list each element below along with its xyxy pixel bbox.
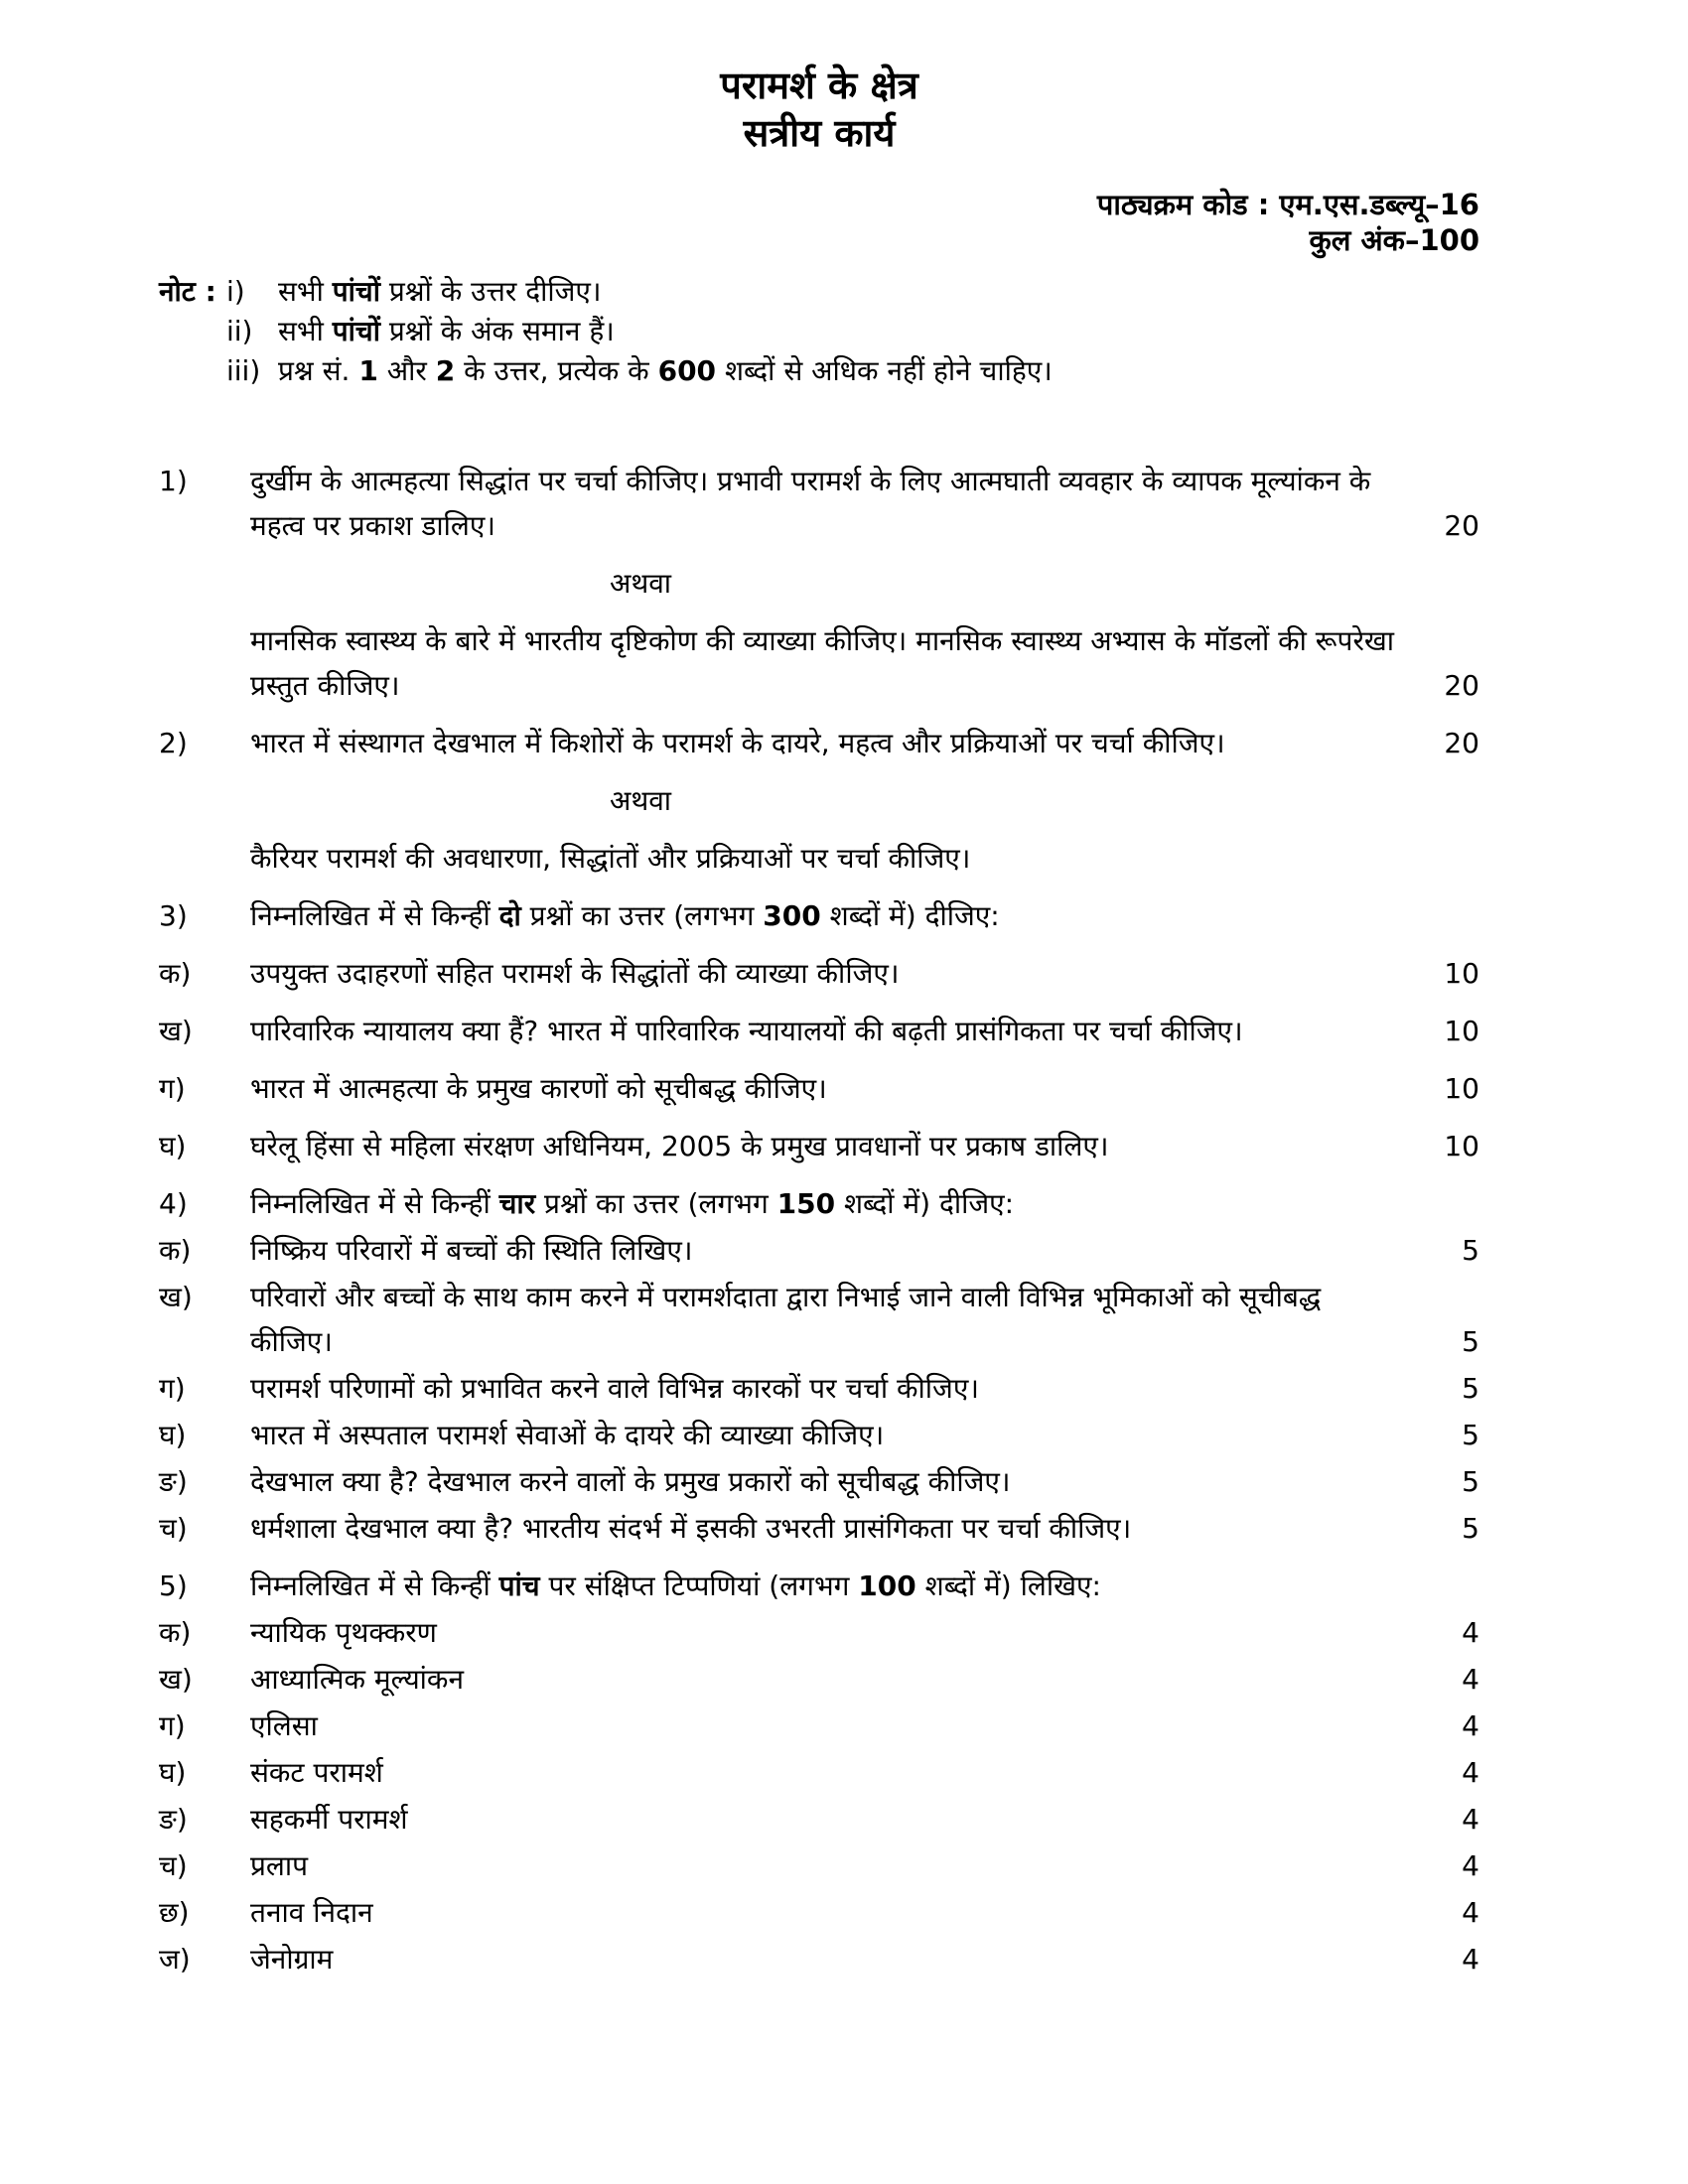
question-5d-text: संकट परामर्श xyxy=(250,1756,383,1789)
question-3c-marks: 10 xyxy=(1444,1072,1479,1105)
question-5b-marks: 4 xyxy=(1462,1663,1479,1696)
question-5h-marks: 4 xyxy=(1462,1943,1479,1976)
question-3d-number: घ) xyxy=(159,1130,187,1162)
question-2-alt-number xyxy=(159,836,250,881)
page-subtitle: सत्रीय कार्य xyxy=(743,111,896,155)
question-5c-text: एलिसा xyxy=(250,1709,318,1742)
question-row-4d xyxy=(159,1413,1479,1457)
note-item-2 xyxy=(226,312,1479,351)
question-3d-text: घरेलू हिंसा से महिला संरक्षण अधिनियम, 2005 के प्रमुख प्रावधानों पर प्रकाष डालिए। xyxy=(250,1130,1109,1162)
question-row-3c xyxy=(159,1066,1479,1111)
note-item-3-text: प्रश्न सं. 1 और 2 के उत्तर, प्रत्येक के 600 शब्दों से अधिक नहीं होने चाहिए। xyxy=(278,354,1053,387)
question-1-number: 1) xyxy=(159,465,188,497)
page-title: परामर्श के क्षेत्र xyxy=(720,64,918,107)
question-5c-number: ग) xyxy=(159,1709,186,1742)
question-5g-number: छ) xyxy=(159,1896,190,1929)
question-1-text: दुर्खीम के आत्महत्या सिद्धांत पर चर्चा कीजिए। प्रभावी परामर्श के लिए आत्मघाती व्यवहार के व्यापक मूल्यांकन के महत्व पर प्रकाश डालिए। xyxy=(250,465,1371,542)
question-3-text: निम्नलिखित में से किन्हीं दो प्रश्नों का उत्तर (लगभग 300 शब्दों में) दीजिए: xyxy=(250,899,1000,932)
question-row-2-alt xyxy=(159,836,1479,881)
question-5a-marks: 4 xyxy=(1462,1616,1479,1649)
note-item-2-text: सभी पांचों प्रश्नों के अंक समान हैं। xyxy=(278,315,615,347)
question-1-alt-number xyxy=(159,618,250,708)
question-row-1-alt xyxy=(159,618,1479,708)
question-4b-number: ख) xyxy=(159,1281,193,1313)
note-item-1-number: i) xyxy=(226,275,245,308)
question-5-text: निम्नलिखित में से किन्हीं पांच पर संक्षिप्त टिप्पणियां (लगभग 100 शब्दों में) लिखिए: xyxy=(250,1570,1101,1602)
question-1-alt-text: मानसिक स्वास्थ्य के बारे में भारतीय दृष्टिकोण की व्याख्या कीजिए। मानसिक स्वास्थ्य अभ्यास के मॉडलों की रूपरेखा प्रस्तुत कीजिए। xyxy=(250,624,1395,702)
question-5-number: 5) xyxy=(159,1570,188,1602)
question-4c-text: परामर्श परिणामों को प्रभावित करने वाले विभिन्न कारकों पर चर्चा कीजिए। xyxy=(250,1372,979,1405)
question-5f-marks: 4 xyxy=(1462,1849,1479,1882)
question-3c-text: भारत में आत्महत्या के प्रमुख कारणों को सूचीबद्ध कीजिए। xyxy=(250,1072,827,1105)
or-separator-1: अथवा xyxy=(609,567,672,600)
question-5f-number: च) xyxy=(159,1849,188,1882)
or-separator-2: अथवा xyxy=(609,784,672,817)
question-4a-text: निष्क्रिय परिवारों में बच्चों की स्थिति लिखिए। xyxy=(250,1234,693,1267)
question-3c-number: ग) xyxy=(159,1072,186,1105)
question-5g-text: तनाव निदान xyxy=(250,1896,373,1929)
page-content xyxy=(159,62,1479,1981)
note-item-2-number: ii) xyxy=(226,315,253,347)
note-item-1-text: सभी पांचों प्रश्नों के उत्तर दीजिए। xyxy=(278,275,602,308)
total-marks: कुल अंक–100 xyxy=(1309,223,1479,257)
question-row-5d xyxy=(159,1750,1479,1795)
question-4b-text: परिवारों और बच्चों के साथ काम करने में परामर्शदाता द्वारा निभाई जाने वाली विभिन्न भूमिकाओं को सूचीबद्ध कीजिए। xyxy=(250,1281,1322,1358)
question-4a-marks: 5 xyxy=(1462,1234,1479,1267)
question-4c-marks: 5 xyxy=(1462,1372,1479,1405)
question-row-4c xyxy=(159,1366,1479,1411)
question-5b-number: ख) xyxy=(159,1663,193,1696)
question-row-4a xyxy=(159,1228,1479,1273)
question-3d-marks: 10 xyxy=(1444,1130,1479,1162)
question-5e-number: ङ) xyxy=(159,1803,188,1836)
question-row-4e xyxy=(159,1459,1479,1504)
question-row-5 xyxy=(159,1564,1479,1608)
question-row-3 xyxy=(159,893,1479,938)
question-4f-text: धर्मशाला देखभाल क्या है? भारतीय संदर्भ में इसकी उभरती प्रासंगिकता पर चर्चा कीजिए। xyxy=(250,1512,1132,1545)
note-items xyxy=(226,272,1479,391)
question-row-3d xyxy=(159,1124,1479,1168)
question-5d-number: घ) xyxy=(159,1756,187,1789)
question-row-5h xyxy=(159,1937,1479,1981)
question-2-marks: 20 xyxy=(1444,727,1479,759)
question-row-2 xyxy=(159,721,1479,765)
question-row-5c xyxy=(159,1704,1479,1748)
question-row-3a xyxy=(159,951,1479,996)
question-3a-marks: 10 xyxy=(1444,957,1479,990)
question-2-text: भारत में संस्थागत देखभाल में किशोरों के परामर्श के दायरे, महत्व और प्रक्रियाओं पर चर्चा कीजिए। xyxy=(250,727,1225,759)
question-row-5e xyxy=(159,1797,1479,1842)
question-row-4f xyxy=(159,1506,1479,1551)
question-3a-number: क) xyxy=(159,957,192,990)
question-5e-text: सहकर्मी परामर्श xyxy=(250,1803,408,1836)
question-5a-number: क) xyxy=(159,1616,192,1649)
question-4e-text: देखभाल क्या है? देखभाल करने वालों के प्रमुख प्रकारों को सूचीबद्ध कीजिए। xyxy=(250,1465,1011,1498)
question-4d-marks: 5 xyxy=(1462,1419,1479,1451)
question-5a-text: न्यायिक पृथक्करण xyxy=(250,1616,437,1649)
question-4e-marks: 5 xyxy=(1462,1465,1479,1498)
question-3b-number: ख) xyxy=(159,1015,193,1047)
question-3a-text: उपयुक्त उदाहरणों सहित परामर्श के सिद्धांतों की व्याख्या कीजिए। xyxy=(250,957,900,990)
question-4e-number: ङ) xyxy=(159,1465,188,1498)
question-4f-marks: 5 xyxy=(1462,1512,1479,1545)
question-4c-number: ग) xyxy=(159,1372,186,1405)
question-3b-text: पारिवारिक न्यायालय क्या हैं? भारत में पारिवारिक न्यायालयों की बढ़ती प्रासंगिकता पर चर्चा कीजिए। xyxy=(250,1015,1243,1047)
question-row-1 xyxy=(159,459,1479,548)
question-5e-marks: 4 xyxy=(1462,1803,1479,1836)
question-4b-marks: 5 xyxy=(1462,1325,1479,1358)
question-5g-marks: 4 xyxy=(1462,1896,1479,1929)
question-row-5g xyxy=(159,1890,1479,1935)
note-item-3 xyxy=(226,351,1479,391)
note-item-3-number: iii) xyxy=(226,354,261,387)
note-block xyxy=(159,272,1479,391)
question-row-5a xyxy=(159,1610,1479,1655)
question-row-5f xyxy=(159,1843,1479,1888)
question-1-alt-marks: 20 xyxy=(1444,669,1479,702)
question-3-number: 3) xyxy=(159,899,188,932)
question-1-marks: 20 xyxy=(1444,509,1479,542)
question-row-5b xyxy=(159,1657,1479,1702)
question-4d-text: भारत में अस्पताल परामर्श सेवाओं के दायरे की व्याख्या कीजिए। xyxy=(250,1419,885,1451)
note-item-1 xyxy=(226,272,1479,312)
question-5f-text: प्रलाप xyxy=(250,1849,309,1882)
question-4d-number: घ) xyxy=(159,1419,187,1451)
question-row-3b xyxy=(159,1009,1479,1053)
question-2-number: 2) xyxy=(159,727,188,759)
question-4-text: निम्नलिखित में से किन्हीं चार प्रश्नों का उत्तर (लगभग 150 शब्दों में) दीजिए: xyxy=(250,1187,1015,1220)
question-4f-number: च) xyxy=(159,1512,188,1545)
question-row-4 xyxy=(159,1181,1479,1226)
header-right-block xyxy=(159,187,1479,258)
question-5b-text: आध्यात्मिक मूल्यांकन xyxy=(250,1663,464,1696)
question-4a-number: क) xyxy=(159,1234,192,1267)
question-5d-marks: 4 xyxy=(1462,1756,1479,1789)
course-code: पाठ्यक्रम कोड : एम.एस.डब्ल्यू–16 xyxy=(1096,188,1479,221)
question-3b-marks: 10 xyxy=(1444,1015,1479,1047)
question-5h-number: ज) xyxy=(159,1943,191,1976)
question-row-4b xyxy=(159,1275,1479,1364)
question-4-number: 4) xyxy=(159,1187,188,1220)
question-2-alt-text: कैरियर परामर्श की अवधारणा, सिद्धांतों और प्रक्रियाओं पर चर्चा कीजिए। xyxy=(250,842,971,875)
question-5c-marks: 4 xyxy=(1462,1709,1479,1742)
question-5h-text: जेनोग्राम xyxy=(250,1943,334,1976)
note-label: नोट : xyxy=(159,275,216,308)
